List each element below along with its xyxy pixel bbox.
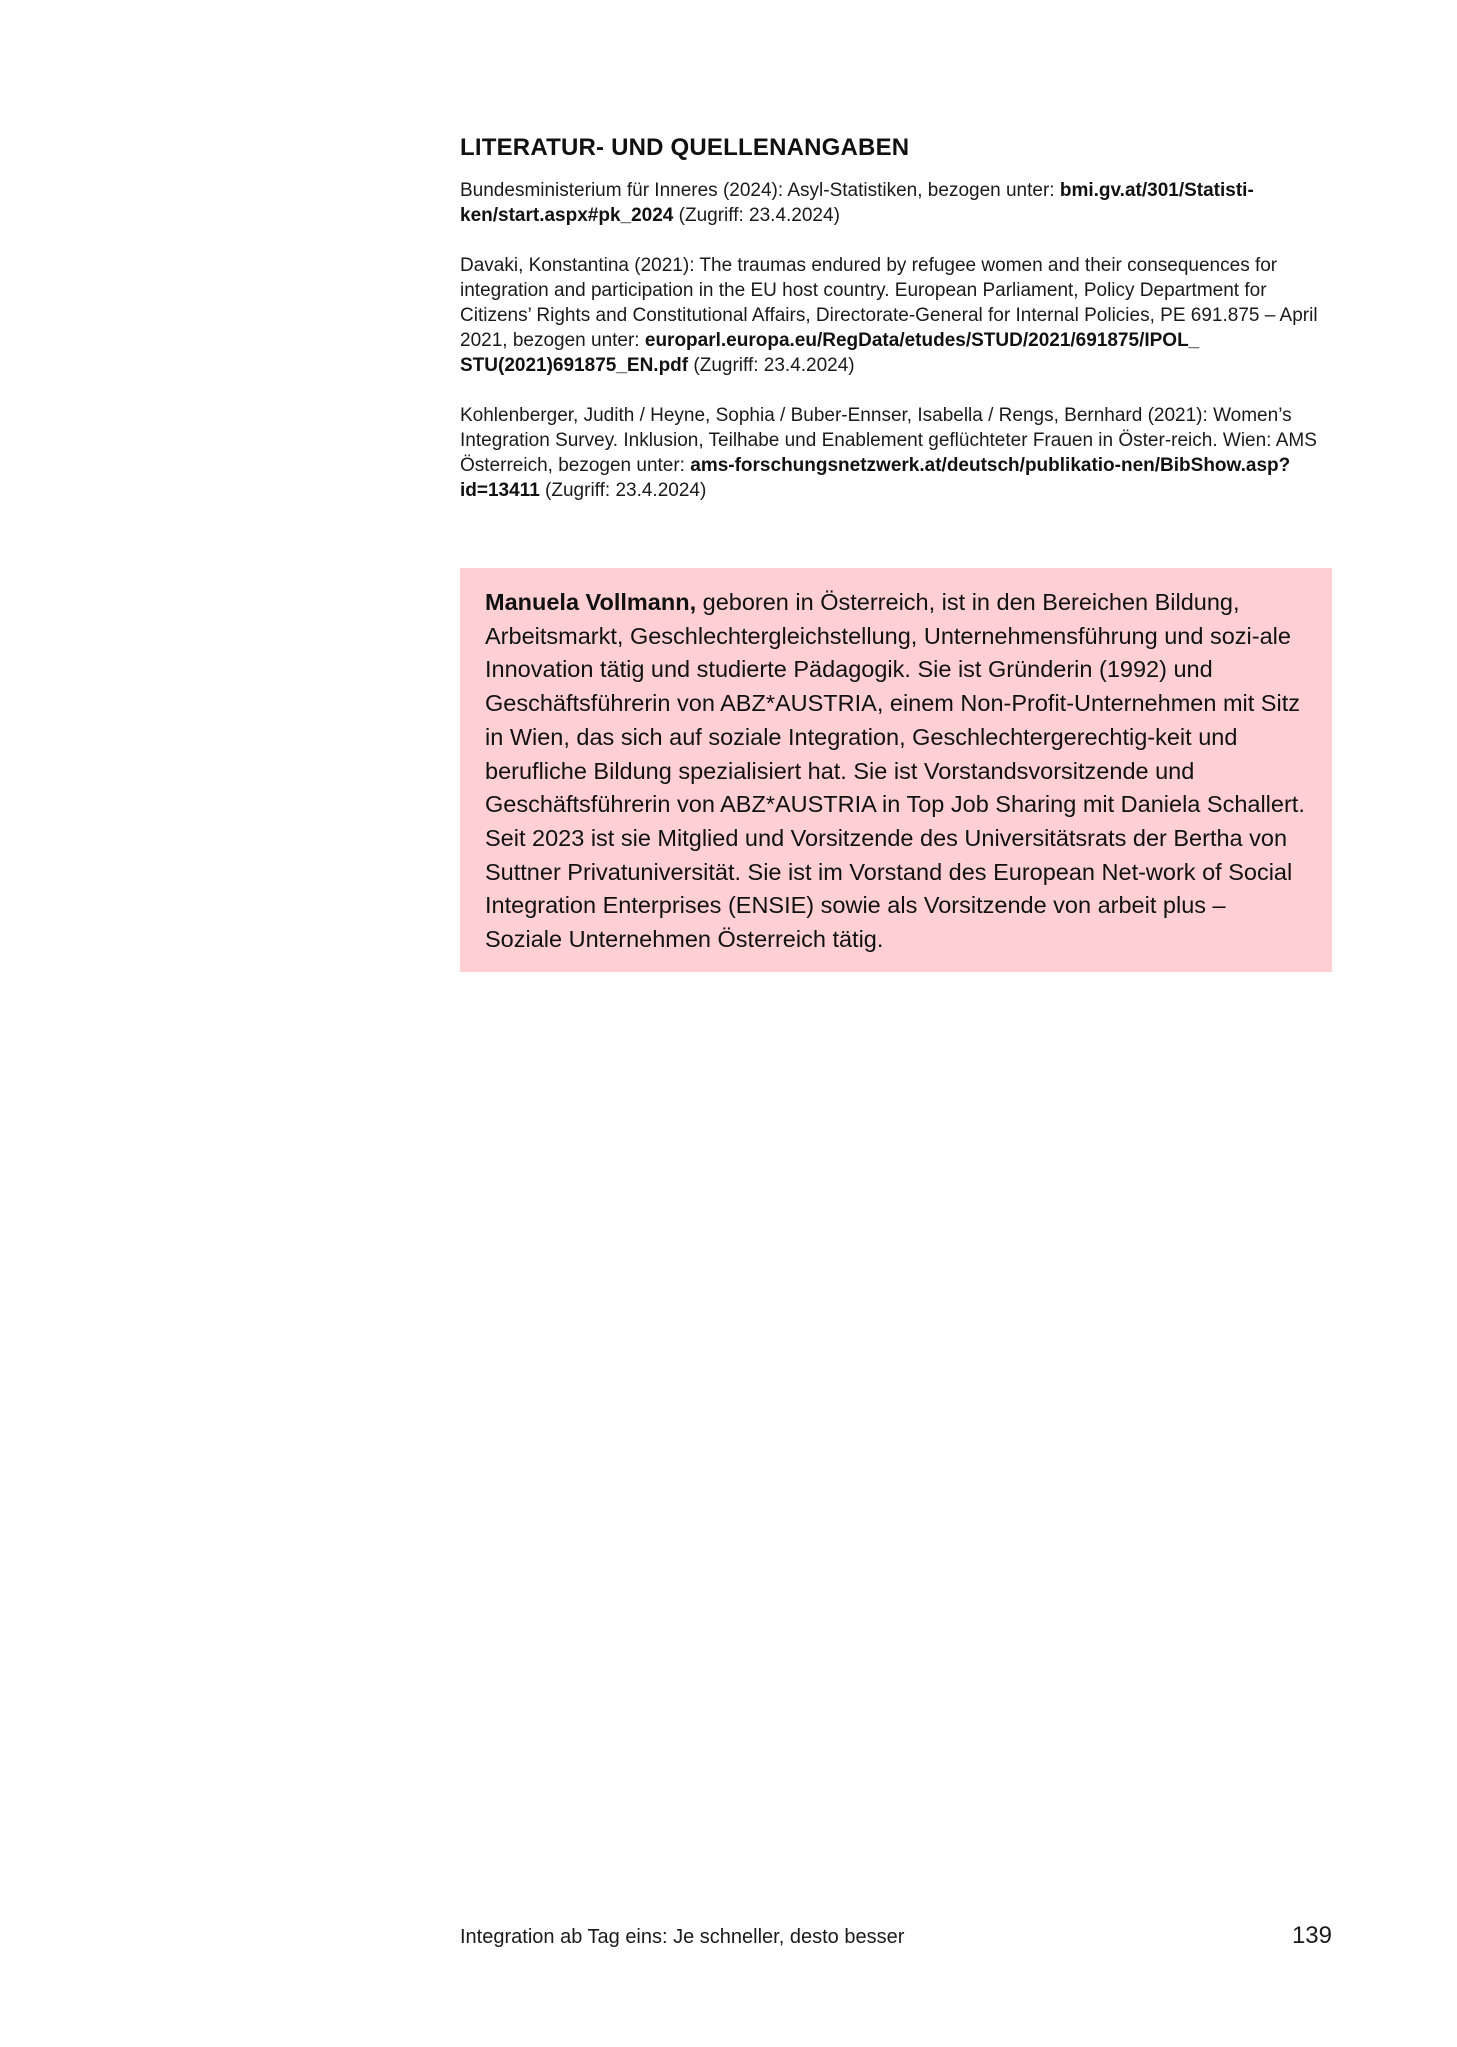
reference-link[interactable]: europarl.europa.eu/RegData/etudes/STUD/2021/691875/IPOL_ STU(2021)691875_EN.pdf: [460, 330, 1200, 376]
footer-title: Integration ab Tag eins: Je schneller, desto besser: [460, 1926, 905, 1948]
reference-list: [460, 178, 1330, 528]
author-name: Manuela Vollmann,: [485, 589, 697, 615]
reference-item: [460, 253, 1330, 378]
reference-item: [460, 403, 1330, 503]
section-title: LITERATUR- UND QUELLENANGABEN: [460, 133, 910, 161]
reference-link[interactable]: bmi.gv.at/301/Statisti-ken/start.aspx#pk_2024: [460, 180, 1254, 226]
reference-access-date: (Zugriff: 23.4.2024): [539, 480, 707, 501]
reference-access-date: (Zugriff: 23.4.2024): [673, 205, 840, 226]
reference-access-date: (Zugriff: 23.4.2024): [688, 355, 855, 376]
page-number: 139: [1291, 1922, 1332, 1949]
author-bio: [485, 586, 1308, 957]
reference-item: [460, 178, 1330, 228]
author-bio-text: geboren in Österreich, ist in den Bereichen Bildung, Arbeitsmarkt, Geschlechtergleichstellung, Unternehmensführung und sozi-ale Innovation tätig und studierte Pädagogik. Sie ist Gründerin (1992) und Geschäftsführerin von ABZ*AUSTRIA, einem Non-Profit-Unternehmen mit Sitz in Wien, das sich auf soziale Integration, Geschlechtergerechtig-keit und berufliche Bildung spezialisiert hat. Sie ist Vorstandsvorsitzende und Geschäftsführerin von ABZ*AUSTRIA in Top Job Sharing mit Daniela Schallert. Seit 2023 ist sie Mitglied und Vorsitzende des Universitätsrats der Bertha von Suttner Privatuniversität. Sie ist im Vorstand des European Net-work of Social Integration Enterprises (ENSIE) sowie als Vorsitzende von arbeit plus – Soziale Unternehmen Österreich tätig.: [485, 589, 1305, 953]
author-bio-box: [460, 568, 1332, 972]
reference-text: Bundesministerium für Inneres (2024): Asyl-Statistiken, bezogen unter:: [460, 180, 1060, 201]
reference-text: Davaki, Konstantina (2021): The traumas endured by refugee women and their consequences for integration and participation in the EU host country. European Parliament, Policy Department for Citizens’ Rights and Constitutional Affairs, Directorate-General for Internal Policies, PE 691.875 – April 2021, bezogen unter:: [460, 255, 1318, 351]
reference-link[interactable]: ams-forschungsnetzwerk.at/deutsch/publikatio-nen/BibShow.asp?id=13411: [460, 455, 1291, 501]
reference-text: Kohlenberger, Judith / Heyne, Sophia / Buber-Ennser, Isabella / Rengs, Bernhard (2021): Women’s Integration Survey. Inklusion, Teilhabe und Enablement geflüchteter Frauen in Öster-reich. Wien: AMS Österreich, bezogen unter:: [460, 405, 1317, 476]
